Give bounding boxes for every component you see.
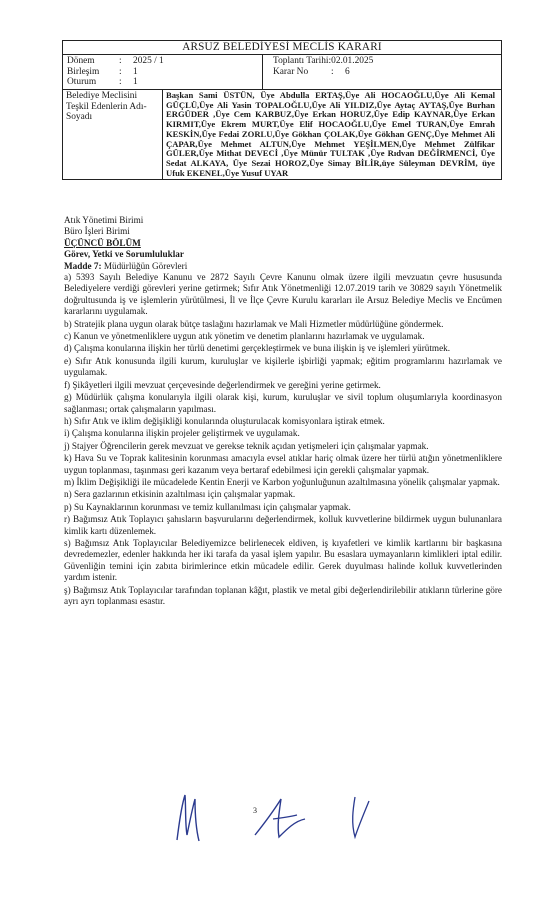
toplanti-value: 02.01.2025 [331,56,374,66]
members-label: Belediye Meclisini Teşkil Edenlerin Adı-Soyadı [63,90,163,179]
birlesim-label: Birleşim [67,66,100,77]
karar-label: Karar No [273,66,309,77]
toplanti-row [273,56,491,67]
decision-header-table [62,40,502,180]
members-row [63,90,501,179]
toplanti-label: Toplantı Tarihi: [273,56,332,66]
birlesim-value: 1 [133,66,138,77]
session-info [63,55,263,89]
unit-2: Büro İşleri Birimi [64,226,130,237]
donem-label: Dönem [67,56,95,66]
members-list: Başkan Sami ÜSTÜN, Üye Abdulla ERTAŞ,Üye Ali HOCAOĞLU,Üye Ali Kemal GÜÇLÜ,Üye Ali Yasin TOPALOĞLU,Üye Ali YILDIZ,Üye Aytaç AYTAŞ,Üye Burhan ERGÜDER ,Üye Cem KARBUZ,Üye Erkan HORUZ,Üye Edip KAYNAR,Üye Erkan KIRMIT,Üye Ekrem MURT,Üye Elif HOCAOĞLU,Üye Emel TURAN,Üye Emrah KESKİN,Üye Fedai ZORLU,Üye Gökhan ÇOLAK,Üye Gökhan GENÇ,Üye Mehmet Ali ÇAPAR,Üye Mehmet ALTUN,Üye Mehmet YEŞİLMEN,Üye Mehmet Zülfikar GÜLER,Üye Mithat DEVECİ ,Üye Münür TULTAK ,Üye Rıdvan DEĞİRMENCİ, Üye Sedat ALKAYA, Üye Sezai HOROZ,Üye Simay BİLİR,üye Süleyman DEVRİM, üye Ufuk EKENEL,Üye Yusuf UYAR [166,90,495,178]
section-heading: ÜÇÜNCÜ BÖLÜM [64,237,141,248]
item-a: a) 5393 Sayılı Belediye Kanunu ve 2872 Sayılı Çevre Kanunu olmak üzere ilgili mevzuatın çevre hususunda Belediyelere verdiği görevleri yerine getirmek; Sıfır Atık Yönetmenliği 12.07.2019 tarih ve 30829 sayılı Yönetmelik doğrultusunda iş ve işlemlerin yürütülmesi, İl ve İlçe Çevre Kurulu kararları ile Arsuz Belediye Meclis ve Encümen kararlarını uygulamak. [64,272,502,317]
item-h: h) Sıfır Atık ve iklim değişikliği konularında oluşturulacak komisyonlara iştirak etmek. [64,415,385,426]
madde-title: Müdürlüğün Görevleri [103,260,188,271]
madde-heading [64,261,502,272]
madde-label: Madde 7: [64,260,102,271]
meta-row [63,55,501,90]
birlesim-row: Birleşim : 1 [67,66,138,77]
item-sh: ş) Bağımsız Atık Toplayıcılar tarafından toplanan kâğıt, plastik ve metal gibi değerlendirilebilir atıkların türlerine göre ayrı ayrı toplanması esastır. [64,584,502,606]
section-title: Görev, Yetki ve Sorumluluklar [64,249,184,260]
karar-row: Karar No : 6 [273,66,350,77]
item-b: b) Stratejik plana uygun olarak bütçe taslağını hazırlamak ve Mali Hizmetler müdürlüğüne göndermek. [64,318,444,329]
oturum-row: Oturum : 1 [67,77,138,87]
item-m: m) İklim Değişikliği ile mücadelede Kentin Enerji ve Karbon yoğunluğunun azaltılmasına yönelik çalışmalar yapmak. [64,476,500,487]
item-j: j) Stajyer Öğrencilerin gerek mevzuat ve gerekse teknik açıdan yetişmeleri için çalışmalar yapmak. [64,440,429,451]
oturum-label: Oturum [67,77,97,87]
item-n: n) Sera gazlarının etkisinin azaltılması için çalışmalar yapmak. [64,489,296,500]
page-number: 3 [253,806,257,815]
item-r: r) Bağımsız Atık Toplayıcı şahısların başvurularını değerlendirmek, kolluk kuvvetlerine bildirmek uygun bulunanlara kimlik kartı düzenlemek. [64,514,502,536]
item-s: s) Bağımsız Atık Toplayıcılar Belediyemizce belirlenecek eldiven, iş kıyafetleri ve kimlik kartlarını bir başkasına devredemezler, edenler hakkında her iki tarafa da yasal işlem yapılır. Bu esaslara uymayanların kimlikleri iptal edilir. Güvenliğin temini için zabıta birimlerince etkin mücadele edilir. Gerek duyulması halinde kolluk kuvvetlerinden yardım istenir. [64,537,502,583]
item-g: g) Müdürlük çalışma konularıyla ilgili olarak kişi, kurum, kuruluşlar ve sivil toplum oluşumlarıyla koordinasyon sağlanması; ortak çalışmaların yapılması. [64,392,502,414]
item-c: c) Kanun ve yönetmenliklere uygun atık yönetim ve denetim planlarını hazırlamak ve uygulamak. [64,331,425,342]
oturum-value: 1 [133,77,138,87]
donem-row: Dönem : 2025 / 1 [67,56,164,66]
karar-value: 6 [345,66,350,77]
item-p: p) Su Kaynaklarının korunması ve temiz kullanılması için çalışmalar yapmak. [64,501,351,512]
header-title: ARSUZ BELEDİYESİ MECLİS KARARI [63,41,501,55]
item-f: f) Şikâyetleri ilgili mevzuat çerçevesinde değerlendirmek ve gereğini yerine getirmek. [64,379,381,390]
item-i: i) Çalışma konularına ilişkin projeler geliştirmek ve uygulamak. [64,428,300,439]
item-e: e) Sıfır Atık konusunda ilgili kurum, kuruluşlar ve kişilerle işbirliği yapmak; eğitim programlarını hazırlamak ve uygulamak. [64,355,502,378]
meeting-info [263,55,501,89]
item-d: d) Çalışma konularına ilişkin her türlü denetimi gerçekleştirmek ve buna ilişkin iş ve işlemleri yürütmek. [64,343,451,354]
donem-value: 2025 / 1 [133,56,164,66]
item-k: k) Hava Su ve Toprak kalitesinin korunması amacıyla evsel atıklar hariç olmak üzere her türlü atığın yönetmenliklere uygun toplanması, taşınması geri kazanım veya bertaraf edebilmesi için gerekli çalışmalar yapmak. [64,453,502,475]
handwritten-signature [155,785,415,845]
unit-1: Atık Yönetimi Birimi [64,215,144,225]
document-body [64,215,502,608]
